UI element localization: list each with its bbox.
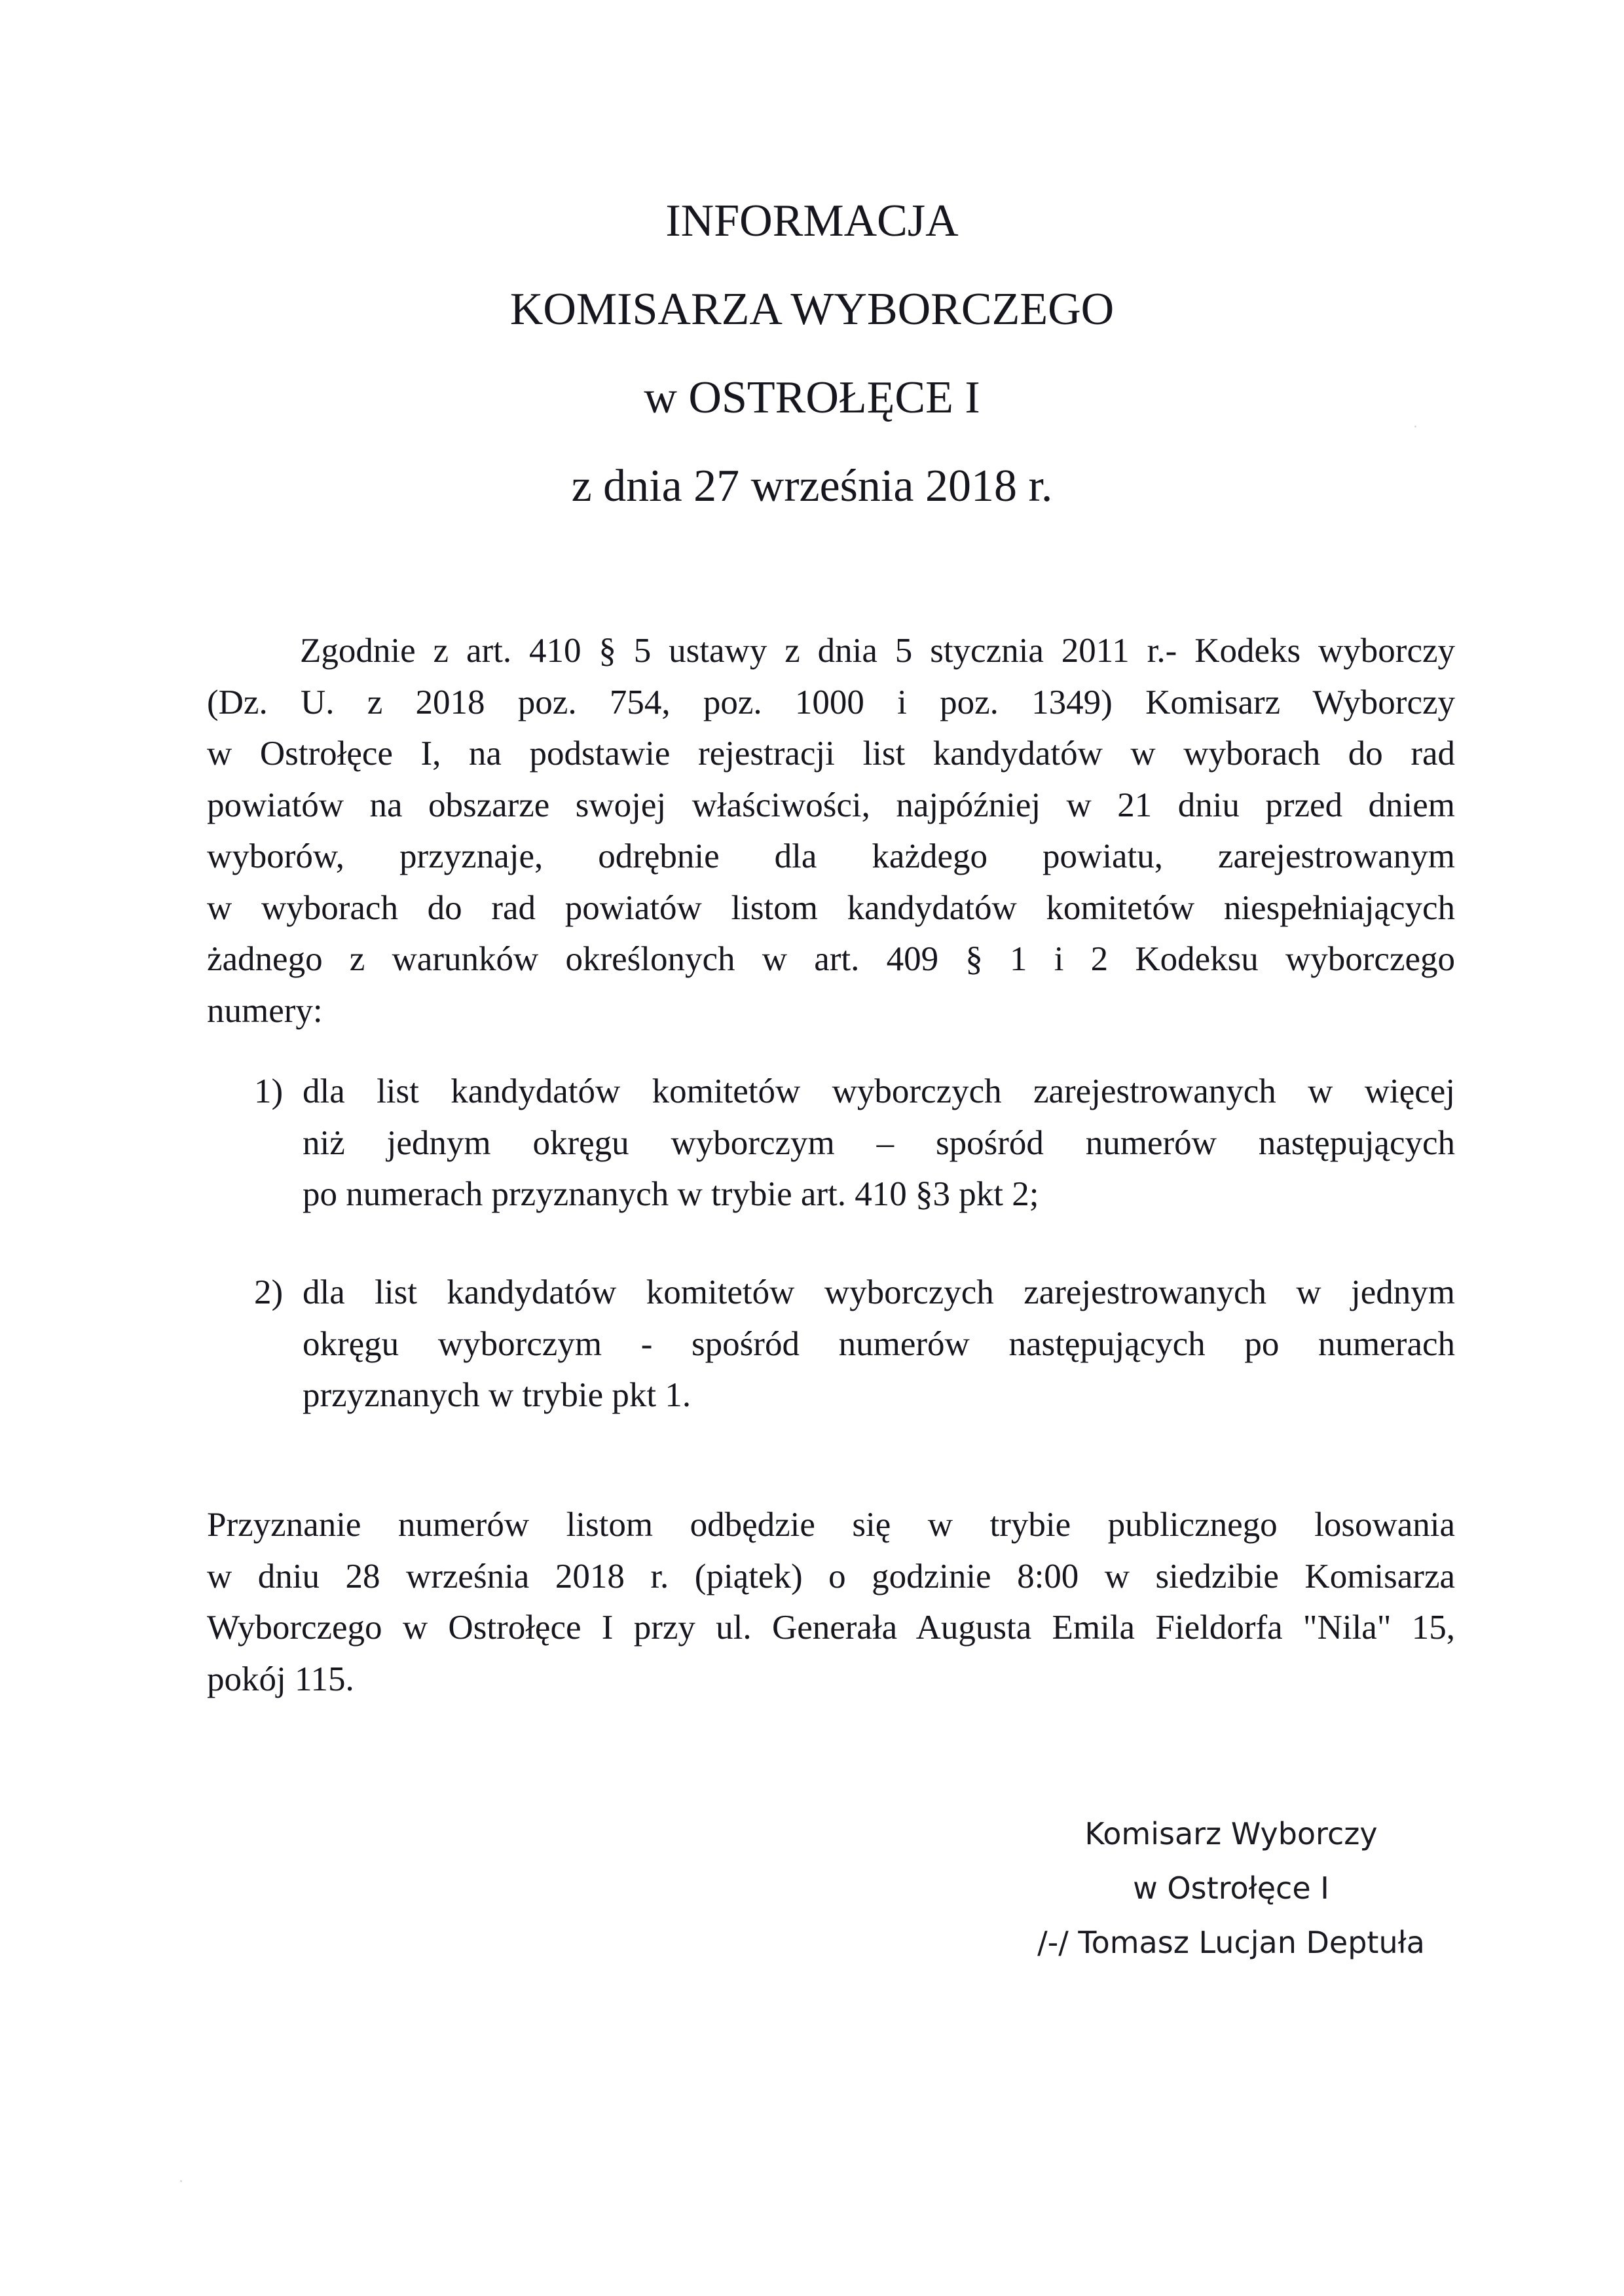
paragraph-line: wyborów, przyznaje, odrębnie dla każdego powiatu, zarejestrowanym [207, 837, 1455, 875]
signature-location: w Ostrołęce I [1133, 1870, 1329, 1906]
scan-speck [180, 2180, 182, 2182]
list-line: niż jednym okręgu wyborczym – spośród numerów następujących [303, 1123, 1455, 1162]
signature-name: /-/ Tomasz Lucjan Deptuła [1037, 1925, 1425, 1960]
paragraph-line: (Dz. U. z 2018 poz. 754, poz. 1000 i poz. 1349) Komisarz Wyborczy [207, 683, 1455, 721]
signature-block [1002, 1807, 1460, 1970]
paragraph-legal-basis [207, 625, 1455, 1036]
paragraph-line: numery: [207, 991, 323, 1030]
paragraph-line: powiatów na obszarze swojej właściwości, najpóźniej w 21 dniu przed dniem [207, 786, 1455, 824]
paragraph-line: pokój 115. [207, 1660, 354, 1698]
paragraph-lottery-notice [207, 1499, 1455, 1705]
paragraph-line: w wyborach do rad powiatów listom kandydatów komitetów niespełniających [207, 888, 1455, 927]
paragraph-line: w dniu 28 września 2018 r. (piątek) o godzinie 8:00 w siedzibie Komisarza [207, 1557, 1455, 1595]
document-title [0, 177, 1624, 530]
list-line: przyznanych w trybie pkt 1. [303, 1376, 692, 1414]
list-line: okręgu wyborczym - spośród numerów następujących po numerach [303, 1324, 1455, 1363]
title-line-heading: INFORMACJA [665, 196, 959, 246]
paragraph-line: Wyborczego w Ostrołęce I przy ul. Generała Augusta Emila Fieldorfa "Nila" 15, [207, 1609, 1455, 1647]
paragraph-line: w Ostrołęce I, na podstawie rejestracji list kandydatów w wyborach do rad [207, 735, 1455, 773]
list-number: 2) [254, 1273, 284, 1311]
title-line-authority: KOMISARZA WYBORCZEGO [509, 284, 1115, 335]
paragraph-line: żadnego z warunków określonych w art. 409 § 1 i 2 Kodeksu wyborczego [207, 940, 1455, 978]
paragraph-line: Zgodnie z art. 410 § 5 ustawy z dnia 5 stycznia 2011 r.- Kodeks wyborczy [300, 632, 1455, 670]
signature-title: Komisarz Wyborczy [1084, 1816, 1378, 1851]
paragraph-line: Przyznanie numerów listom odbędzie się w trybie publicznego losowania [207, 1506, 1455, 1544]
title-line-date: z dnia 27 września 2018 r. [571, 461, 1053, 511]
list-line: po numerach przyznanych w trybie art. 410 §3 pkt 2; [303, 1175, 1039, 1213]
list-line: dla list kandydatów komitetów wyborczych zarejestrowanych w więcej [303, 1072, 1455, 1110]
list-line: dla list kandydatów komitetów wyborczych zarejestrowanych w jednym [303, 1273, 1455, 1311]
list-item-2 [254, 1267, 1455, 1421]
list-number: 1) [254, 1072, 284, 1110]
list-item-1 [254, 1066, 1455, 1220]
title-line-location: w OSTROŁĘCE I [644, 373, 980, 423]
scan-speck [1414, 426, 1416, 428]
